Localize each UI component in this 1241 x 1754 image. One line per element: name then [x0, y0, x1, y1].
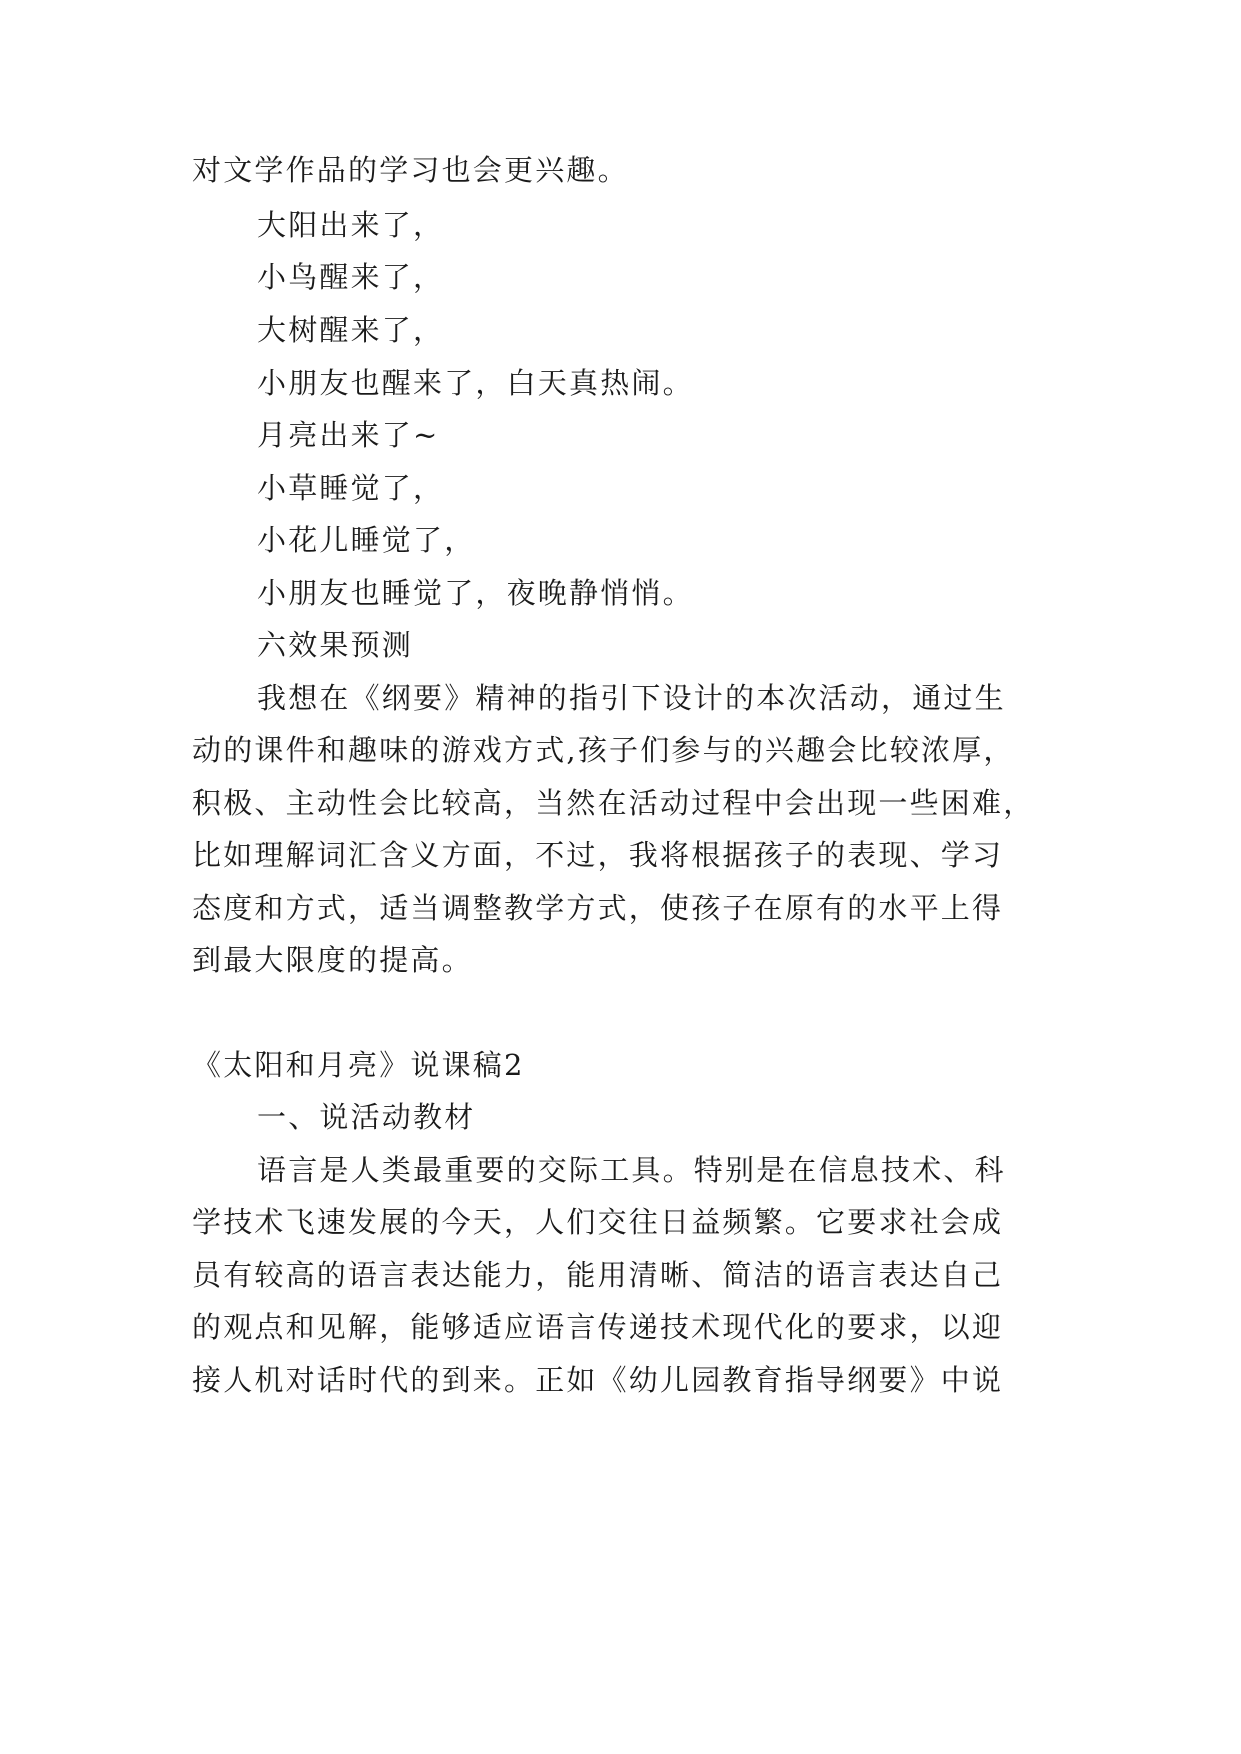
paragraph-line: 的观点和见解，能够适应语言传递技术现代化的要求，以迎: [192, 1310, 1004, 1344]
poem-line: 大树醒来了，: [257, 313, 445, 347]
poem-line: 小草睡觉了，: [257, 471, 445, 505]
poem-line: 大阳出来了，: [257, 208, 445, 242]
poem-line: 小朋友也醒来了，白天真热闹。: [257, 366, 694, 400]
paragraph-line: 比如理解词汇含义方面，不过，我将根据孩子的表现、学习: [192, 838, 1004, 872]
paragraph-line: 员有较高的语言表达能力，能用清晰、简洁的语言表达自己: [192, 1258, 1004, 1292]
paragraph-line: 学技术飞速发展的今天，人们交往日益频繁。它要求社会成: [192, 1205, 1004, 1239]
poem-line: 小朋友也睡觉了，夜晚静悄悄。: [257, 576, 694, 610]
paragraph-line: 动的课件和趣味的游戏方式,孩子们参与的兴趣会比较浓厚，: [192, 733, 1015, 767]
paragraph-line: 到最大限度的提高。: [192, 943, 473, 977]
paragraph-line: 积极、主动性会比较高，当然在活动过程中会出现一些困难，: [192, 786, 1035, 820]
section-heading: 一、说活动教材: [257, 1100, 476, 1134]
poem-line: 小花儿睡觉了，: [257, 523, 476, 557]
paragraph-line: 接人机对话时代的到来。正如《幼儿园教育指导纲要》中说: [192, 1363, 1004, 1397]
document-title: 《太阳和月亮》说课稿2: [192, 1048, 525, 1082]
paragraph-line: 我想在《纲要》精神的指引下设计的本次活动，通过生: [257, 681, 1006, 715]
paragraph-line: 语言是人类最重要的交际工具。特别是在信息技术、科: [257, 1153, 1006, 1187]
paragraph-line: 态度和方式，适当调整教学方式，使孩子在原有的水平上得: [192, 891, 1004, 925]
section-heading: 六效果预测: [257, 628, 414, 662]
text-line-continuation: 对文学作品的学习也会更兴趣。: [192, 153, 629, 187]
poem-line: 月亮出来了~: [257, 418, 440, 452]
poem-line: 小鸟醒来了，: [257, 260, 445, 294]
